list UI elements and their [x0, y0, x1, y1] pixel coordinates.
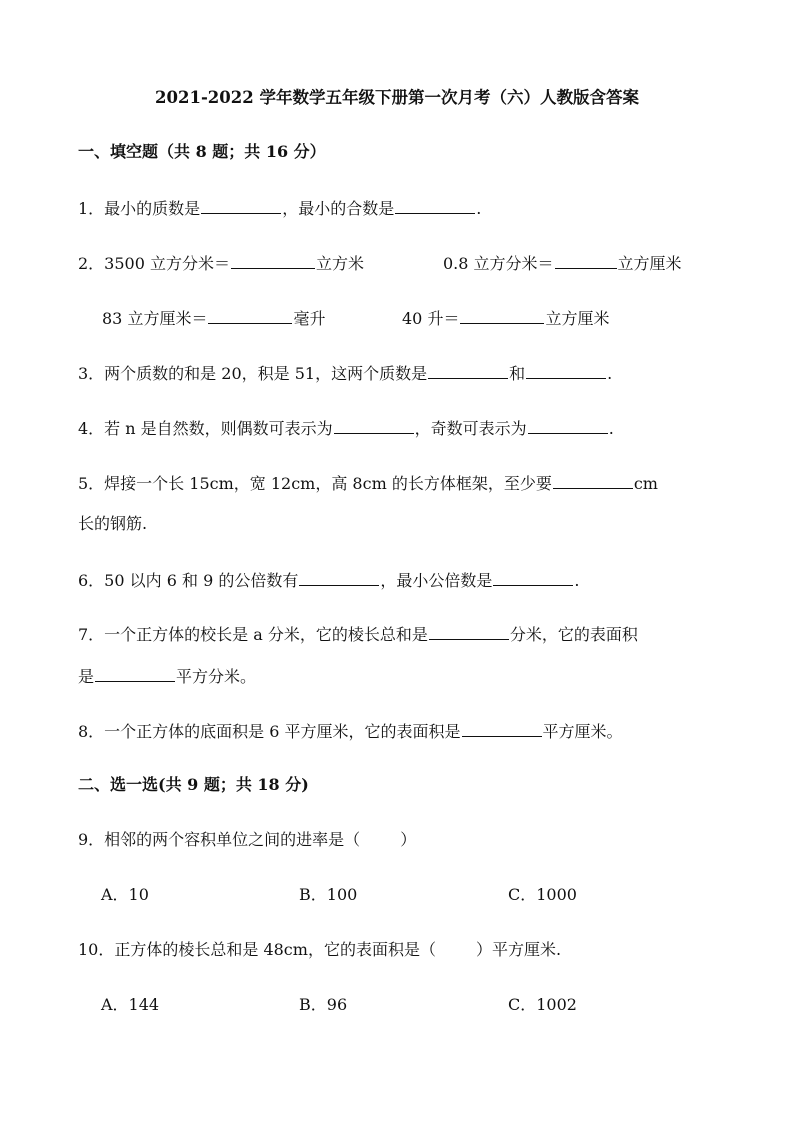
- question-5-continued: 长的钢筋.: [78, 514, 148, 533]
- answer-blank[interactable]: [231, 251, 315, 269]
- section-fill-blank-heading: 一、填空题（共 8 题；共 16 分）: [78, 142, 326, 161]
- answer-blank[interactable]: [428, 361, 508, 379]
- option-c[interactable]: C．1002: [508, 995, 577, 1014]
- answer-blank[interactable]: [208, 306, 292, 324]
- question-6: 6．50 以内 6 和 9 的公倍数有 ，最小公倍数是 .: [78, 568, 579, 592]
- answer-blank[interactable]: [95, 664, 175, 682]
- question-5: 5．焊接一个长 15cm，宽 12cm，高 8cm 的长方体框架，至少要 cm: [78, 471, 658, 495]
- question-7: 7．一个正方体的校长是 a 分米，它的棱长总和是 分米，它的表面积: [78, 622, 638, 646]
- answer-blank[interactable]: [460, 306, 544, 324]
- option-c[interactable]: C．1000: [508, 885, 577, 904]
- option-b[interactable]: B．96: [299, 995, 348, 1014]
- option-b[interactable]: B．100: [299, 885, 358, 904]
- answer-blank[interactable]: [462, 719, 542, 737]
- answer-blank[interactable]: [526, 361, 606, 379]
- question-2-part-1: 2．3500 立方分米＝ 立方米: [78, 251, 364, 275]
- question-8: 8．一个正方体的底面积是 6 平方厘米，它的表面积是 平方厘米。: [78, 719, 623, 743]
- question-2-part-3: 83 立方厘米＝ 毫升: [102, 306, 325, 330]
- question-4: 4．若 n 是自然数，则偶数可表示为 ，奇数可表示为 .: [78, 416, 614, 440]
- answer-blank[interactable]: [553, 471, 633, 489]
- question-10: 10．正方体的棱长总和是 48cm，它的表面积是（ ）平方厘米.: [78, 940, 562, 959]
- page-title: 2021-2022 学年数学五年级下册第一次月考（六）人教版含答案: [155, 88, 639, 107]
- question-9: 9．相邻的两个容积单位之间的进率是（ ）: [78, 830, 417, 849]
- option-a[interactable]: A．144: [101, 995, 160, 1014]
- question-2-part-2: 0.8 立方分米＝ 立方厘米: [443, 251, 682, 275]
- answer-blank[interactable]: [395, 196, 475, 214]
- question-2-part-4: 40 升＝ 立方厘米: [402, 306, 609, 330]
- answer-blank[interactable]: [493, 568, 573, 586]
- answer-blank[interactable]: [334, 416, 414, 434]
- question-3: 3．两个质数的和是 20，积是 51，这两个质数是 和 .: [78, 361, 612, 385]
- answer-blank[interactable]: [299, 568, 379, 586]
- answer-blank[interactable]: [201, 196, 281, 214]
- section-multiple-choice-heading: 二、选一选(共 9 题；共 18 分): [78, 775, 309, 794]
- answer-blank[interactable]: [555, 251, 617, 269]
- answer-blank[interactable]: [528, 416, 608, 434]
- option-a[interactable]: A．10: [101, 885, 149, 904]
- answer-blank[interactable]: [429, 622, 509, 640]
- question-1: 1．最小的质数是 ，最小的合数是 .: [78, 196, 481, 220]
- question-7-continued: 是 平方分米。: [78, 664, 256, 688]
